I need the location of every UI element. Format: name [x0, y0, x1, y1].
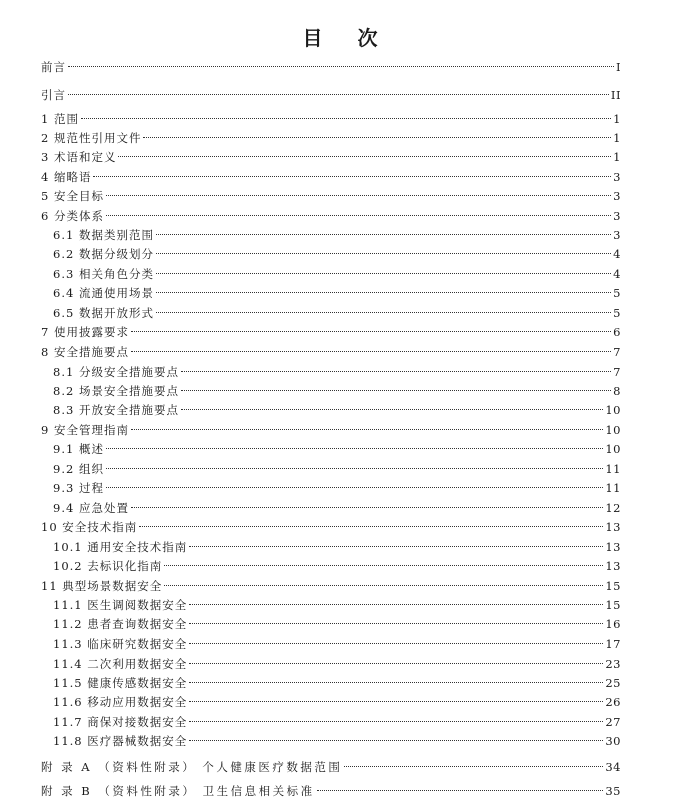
toc-entry-label: 6.1 数据类别范围: [53, 228, 154, 242]
toc-entry[interactable]: [41, 782, 621, 800]
toc-entry-label: 11.2 患者查询数据安全: [53, 617, 188, 631]
toc-entry[interactable]: [53, 245, 621, 263]
toc-entry[interactable]: [53, 479, 621, 497]
toc-entry-label: 附 录 A （资料性附录） 个人健康医疗数据范围: [41, 760, 343, 774]
toc-entry[interactable]: [41, 343, 621, 361]
toc-entry-page-number: 35: [605, 784, 621, 798]
toc-entry-label: 6 分类体系: [41, 209, 104, 223]
toc-entry-page-number: 4: [613, 247, 621, 261]
toc-entry-label: 6.2 数据分级划分: [53, 247, 154, 261]
toc-entry-label: 11.3 临床研究数据安全: [53, 637, 188, 651]
toc-entry[interactable]: [41, 148, 621, 166]
toc-entry[interactable]: [53, 635, 621, 653]
dot-leader: [106, 215, 611, 216]
toc-entry-label: 6.5 数据开放形式: [53, 306, 154, 320]
toc-entry-label: 11.1 医生调阅数据安全: [53, 598, 188, 612]
toc-entry-label: 前言: [41, 60, 66, 74]
toc-entry[interactable]: [53, 732, 621, 750]
dot-leader: [156, 292, 611, 293]
toc-entry[interactable]: [53, 557, 621, 575]
toc-entry[interactable]: [53, 615, 621, 633]
toc-entry-page-number: 5: [613, 306, 621, 320]
toc-entry-page-number: 17: [605, 637, 621, 651]
toc-entry-label: 11.5 健康传感数据安全: [53, 676, 188, 690]
toc-entry-page-number: 6: [613, 325, 621, 339]
dot-leader: [106, 468, 603, 469]
toc-entry[interactable]: [53, 226, 621, 244]
toc-entry-label: 9 安全管理指南: [41, 423, 129, 437]
toc-entry[interactable]: [53, 655, 621, 673]
toc-entry-page-number: II: [610, 88, 621, 102]
toc-entry[interactable]: [53, 363, 621, 381]
toc-entry[interactable]: [53, 538, 621, 556]
toc-entry-label: 8 安全措施要点: [41, 345, 129, 359]
toc-entry[interactable]: [53, 499, 621, 517]
toc-entry[interactable]: [53, 460, 621, 478]
dot-leader: [131, 331, 611, 332]
toc-entry-label: 11 典型场景数据安全: [41, 579, 163, 593]
toc-entry-page-number: 25: [605, 676, 621, 690]
dot-leader: [93, 176, 611, 177]
toc-entry-page-number: 1: [613, 150, 621, 164]
toc-entry[interactable]: [53, 265, 621, 283]
toc-entry[interactable]: [41, 421, 621, 439]
dot-leader: [189, 643, 603, 644]
dot-leader: [181, 371, 611, 372]
toc-entry[interactable]: [53, 674, 621, 692]
dot-leader: [81, 118, 611, 119]
dot-leader: [156, 312, 611, 313]
toc-entry-page-number: 27: [605, 715, 621, 729]
dot-leader: [181, 409, 603, 410]
toc-entry[interactable]: [53, 713, 621, 731]
toc-entry-page-number: 1: [613, 112, 621, 126]
dot-leader: [156, 273, 611, 274]
toc-entry-label: 9.2 组织: [53, 462, 104, 476]
toc-entry-label: 11.6 移动应用数据安全: [53, 695, 188, 709]
toc-entry-page-number: 5: [613, 286, 621, 300]
toc-entry-label: 11.8 医疗器械数据安全: [53, 734, 188, 748]
dot-leader: [164, 565, 603, 566]
dot-leader: [344, 766, 603, 767]
toc-entry-label: 9.3 过程: [53, 481, 104, 495]
toc-entry[interactable]: [41, 110, 621, 128]
toc-entry[interactable]: [53, 440, 621, 458]
dot-leader: [164, 585, 603, 586]
toc-entry[interactable]: [41, 86, 621, 104]
dot-leader: [131, 507, 603, 508]
dot-leader: [189, 546, 603, 547]
toc-entry[interactable]: [53, 401, 621, 419]
toc-entry-page-number: 12: [605, 501, 621, 515]
toc-entry-page-number: 8: [613, 384, 621, 398]
dot-leader: [106, 487, 603, 488]
toc-entry-page-number: 7: [613, 365, 621, 379]
toc-entry-page-number: 13: [605, 520, 621, 534]
toc-entry-label: 9.4 应急处置: [53, 501, 129, 515]
toc-entry[interactable]: [41, 168, 621, 186]
toc-entry-page-number: 26: [605, 695, 621, 709]
dot-leader: [189, 623, 603, 624]
toc-entry-label: 10.1 通用安全技术指南: [53, 540, 188, 554]
toc-entry-label: 9.1 概述: [53, 442, 104, 456]
toc-entry-label: 8.2 场景安全措施要点: [53, 384, 179, 398]
toc-entry-page-number: 3: [613, 170, 621, 184]
toc-entry[interactable]: [53, 284, 621, 302]
toc-entry[interactable]: [53, 382, 621, 400]
dot-leader: [118, 156, 611, 157]
toc-entry-page-number: 11: [605, 462, 621, 476]
dot-leader: [68, 94, 609, 95]
toc-entry-label: 5 安全目标: [41, 189, 104, 203]
toc-entry[interactable]: [53, 596, 621, 614]
toc-entry-label: 11.7 商保对接数据安全: [53, 715, 188, 729]
dot-leader: [131, 351, 611, 352]
toc-entry[interactable]: [41, 58, 621, 76]
dot-leader: [189, 682, 603, 683]
toc-entry-label: 4 缩略语: [41, 170, 92, 184]
dot-leader: [156, 234, 611, 235]
toc-entry-page-number: 10: [605, 423, 621, 437]
dot-leader: [143, 137, 611, 138]
toc-entry-label: 引言: [41, 88, 66, 102]
toc-entry-page-number: 3: [613, 189, 621, 203]
toc-entry-label: 1 范围: [41, 112, 79, 126]
toc-entry[interactable]: [41, 207, 621, 225]
toc-entry[interactable]: [41, 187, 621, 205]
toc-entry[interactable]: [53, 304, 621, 322]
page-title: 目 次: [302, 26, 392, 50]
toc-entry-page-number: 13: [605, 540, 621, 554]
dot-leader: [106, 448, 603, 449]
dot-leader: [189, 663, 603, 664]
dot-leader: [317, 790, 604, 791]
dot-leader: [131, 429, 603, 430]
toc-entry-label: 3 术语和定义: [41, 150, 117, 164]
dot-leader: [156, 253, 611, 254]
toc-entry-label: 6.4 流通使用场景: [53, 286, 154, 300]
toc-entry-page-number: 3: [613, 209, 621, 223]
dot-leader: [189, 701, 603, 702]
toc-entry-page-number: 30: [605, 734, 621, 748]
toc-entry-page-number: 4: [613, 267, 621, 281]
toc-entry-page-number: 11: [605, 481, 621, 495]
dot-leader: [68, 66, 614, 67]
toc-entry-page-number: 7: [613, 345, 621, 359]
toc-entry-page-number: 34: [605, 760, 621, 774]
dot-leader: [189, 604, 603, 605]
toc-entry-label: 8.1 分级安全措施要点: [53, 365, 179, 379]
toc-entry-page-number: 23: [605, 657, 621, 671]
toc-entry-page-number: 1: [613, 131, 621, 145]
toc-entry-label: 10.2 去标识化指南: [53, 559, 163, 573]
dot-leader: [139, 526, 603, 527]
toc-entry-page-number: 10: [605, 442, 621, 456]
toc-entry-label: 10 安全技术指南: [41, 520, 138, 534]
dot-leader: [181, 390, 611, 391]
toc-entry[interactable]: [41, 323, 621, 341]
toc-entry-page-number: 3: [613, 228, 621, 242]
toc-entry-label: 11.4 二次利用数据安全: [53, 657, 188, 671]
toc-entry[interactable]: [41, 758, 621, 776]
dot-leader: [106, 195, 611, 196]
toc-entry[interactable]: [41, 577, 621, 595]
toc-entry-page-number: 13: [605, 559, 621, 573]
toc-entry-label: 7 使用披露要求: [41, 325, 129, 339]
toc-entry-page-number: 16: [605, 617, 621, 631]
toc-entry-page-number: 15: [605, 598, 621, 612]
dot-leader: [189, 740, 603, 741]
toc-entry-label: 2 规范性引用文件: [41, 131, 142, 145]
toc-entry-label: 8.3 开放安全措施要点: [53, 403, 179, 417]
toc-entry-label: 6.3 相关角色分类: [53, 267, 154, 281]
dot-leader: [189, 721, 603, 722]
toc-entry-page-number: 15: [605, 579, 621, 593]
toc-entry[interactable]: [53, 693, 621, 711]
toc-entry-page-number: 10: [605, 403, 621, 417]
toc-entry[interactable]: [41, 518, 621, 536]
toc-entry-label: 附 录 B （资料性附录） 卫生信息相关标准: [41, 784, 315, 798]
toc-entry[interactable]: [41, 129, 621, 147]
toc-entry-page-number: I: [615, 60, 621, 74]
